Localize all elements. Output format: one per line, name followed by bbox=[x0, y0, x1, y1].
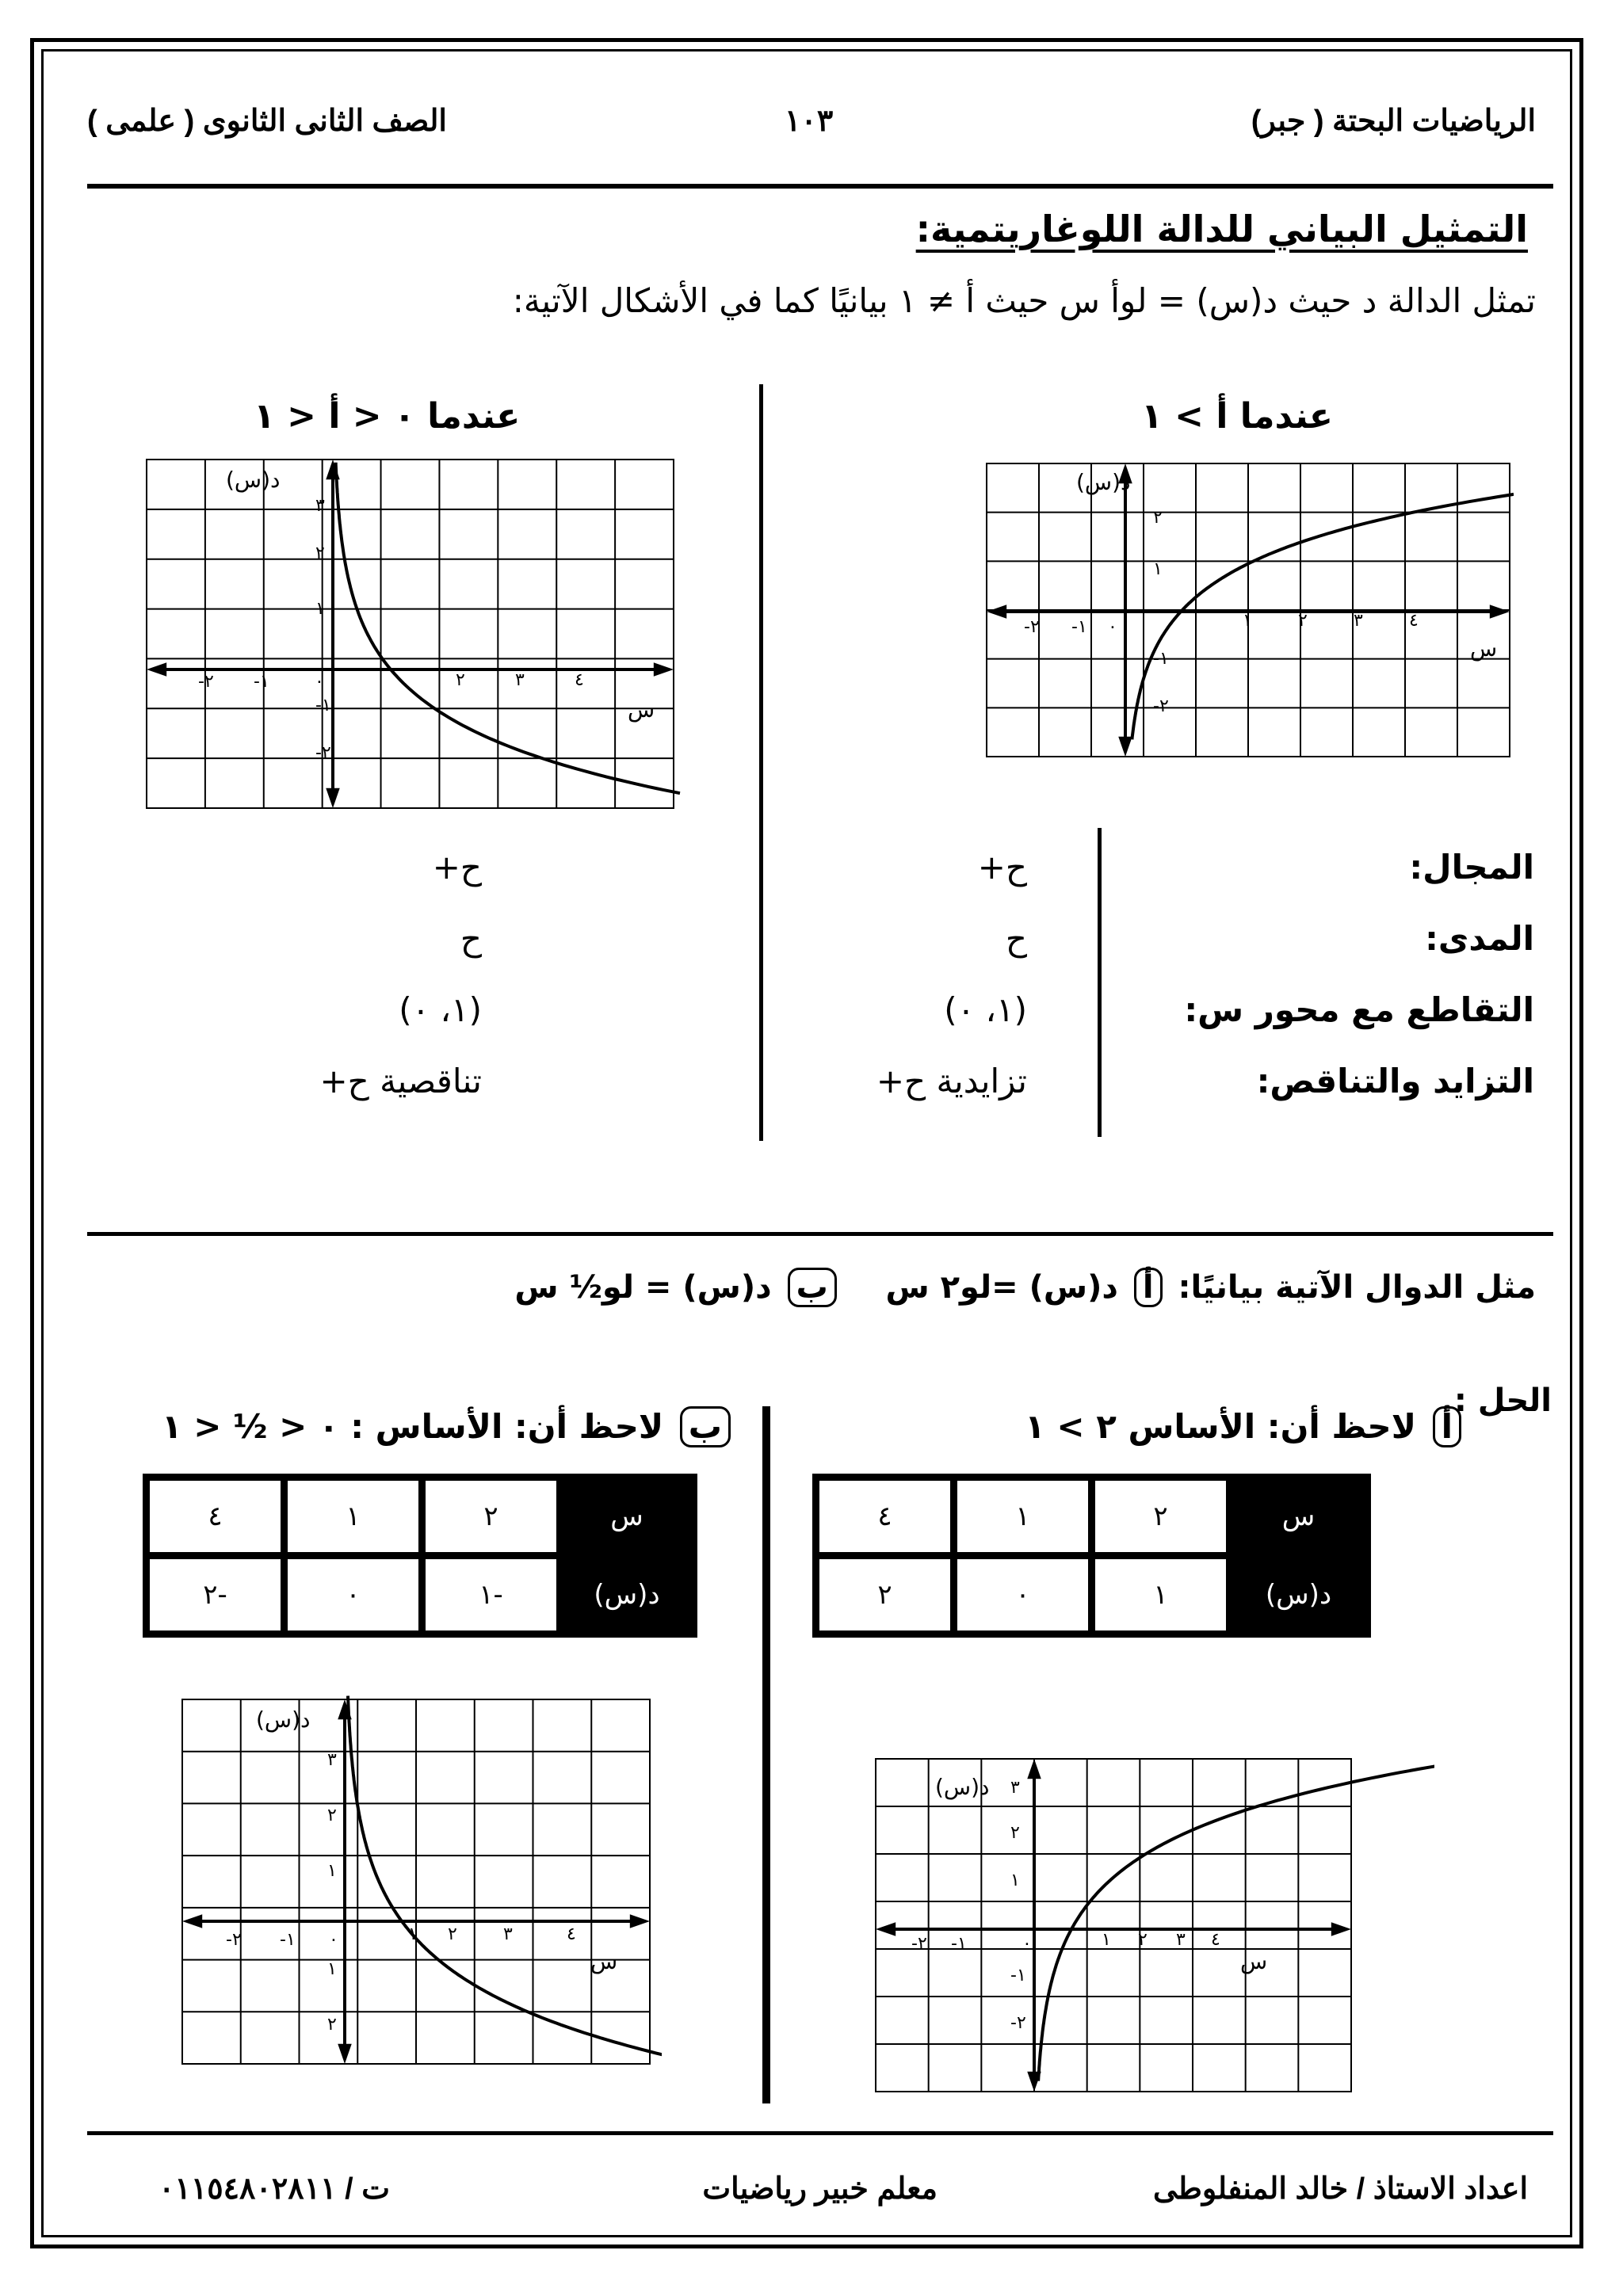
part-a-function: د(س) =لو٢ س bbox=[885, 1269, 1118, 1306]
x-tick-3: ٣ bbox=[515, 670, 525, 690]
x-tick-4: ٤ bbox=[1211, 1930, 1220, 1950]
section-intro: تمثل الدالة د حيث د(س) = لوأ س حيث أ ≠ ١ بيانيًا كما في الأشكال الآتية: bbox=[512, 281, 1536, 320]
curve-decreasing bbox=[336, 463, 680, 793]
graph-decreasing-top bbox=[143, 456, 682, 812]
part-a-note: لاحظ أن: الأساس ٢ > ١ bbox=[1025, 1407, 1416, 1446]
x-axis-label: س bbox=[1470, 635, 1498, 662]
x-tick-3: ٣ bbox=[1176, 1930, 1186, 1950]
table-row-x bbox=[816, 1478, 1368, 1556]
y-tick-neg2: -٢ bbox=[315, 743, 331, 763]
table-row-y bbox=[816, 1556, 1368, 1634]
part-a-marker: أ bbox=[1134, 1268, 1163, 1307]
table-cell: ٢ bbox=[816, 1556, 954, 1634]
graph-log-half bbox=[178, 1695, 662, 2068]
header-subject: الرياضيات البحتة ( جبر) bbox=[1251, 105, 1536, 138]
x-axis-label: س bbox=[590, 1948, 618, 1974]
x-tick-4: ٤ bbox=[575, 670, 584, 690]
y-axis-label: د(س) bbox=[256, 1707, 311, 1733]
x-tick-neg1: -١ bbox=[1071, 617, 1087, 637]
x-tick-3: ٣ bbox=[1354, 611, 1363, 631]
y-tick-3: ٣ bbox=[315, 496, 325, 516]
header-page-number: ١٠٣ bbox=[785, 105, 834, 138]
y-arrow-down bbox=[1118, 737, 1132, 757]
part-a-note-marker: أ bbox=[1433, 1406, 1461, 1447]
y-tick-3: ٣ bbox=[1010, 1778, 1020, 1798]
prop-domain-decreasing: ح+ bbox=[432, 848, 482, 887]
prop-monotonicity-label: التزايد والتناقص: bbox=[1256, 1062, 1534, 1100]
table-cell: ١ bbox=[954, 1478, 1092, 1556]
table-header-y: د(س) bbox=[1230, 1556, 1368, 1634]
table-cell: -٢ bbox=[147, 1556, 285, 1634]
x-arrow bbox=[1490, 605, 1510, 619]
x-tick-4: ٤ bbox=[1409, 611, 1419, 631]
y-arrow-down bbox=[326, 788, 340, 808]
x-tick-neg1: -١ bbox=[280, 1930, 296, 1950]
part-a-note-line bbox=[1025, 1406, 1466, 1447]
part-b-marker: ب bbox=[788, 1268, 837, 1307]
part-b-note-line bbox=[162, 1406, 735, 1447]
table-part-b bbox=[143, 1474, 697, 1638]
prop-range-increasing: ح bbox=[1005, 919, 1027, 958]
x-arrow bbox=[630, 1914, 650, 1928]
x-tick-2: ٢ bbox=[456, 670, 465, 690]
table-cell: ٤ bbox=[816, 1478, 954, 1556]
y-tick-3: ٣ bbox=[327, 1750, 337, 1770]
graph-increasing-top bbox=[983, 460, 1514, 761]
solution-label: الحل : bbox=[1453, 1383, 1552, 1419]
curve-log-half bbox=[348, 1696, 662, 2061]
x-arrow-left bbox=[876, 1922, 896, 1936]
prop-range-label: المدى: bbox=[1425, 919, 1534, 958]
table-cell: ٠ bbox=[285, 1556, 422, 1634]
x-arrow-left bbox=[147, 662, 166, 677]
table-cell: ١ bbox=[1092, 1556, 1230, 1634]
y-axis-label: د(س) bbox=[935, 1774, 990, 1800]
table-header-x: س bbox=[1230, 1478, 1368, 1556]
y-tick-1: ١ bbox=[1153, 559, 1163, 579]
x-tick-3: ٣ bbox=[503, 1924, 513, 1944]
x-arrow-left bbox=[987, 605, 1006, 619]
y-tick-neg2: -٢ bbox=[1010, 2013, 1026, 2033]
y-tick-neg1: -١ bbox=[315, 696, 331, 715]
part-b-function: د(س) = لو½ س bbox=[514, 1269, 772, 1306]
prop-range-decreasing: ح bbox=[460, 919, 482, 958]
x-axis-label: س bbox=[628, 696, 655, 723]
table-row-y bbox=[147, 1556, 694, 1634]
origin-label: ٠ bbox=[1022, 1934, 1032, 1954]
upper-vertical-divider bbox=[759, 384, 763, 1141]
x-tick-2: ٢ bbox=[1138, 1930, 1148, 1950]
footer-phone: ت / ٠١١٥٤٨٠٢٨١١ bbox=[158, 2172, 390, 2206]
y-tick-neg1-alt: ١ bbox=[327, 1959, 337, 1979]
header-divider bbox=[87, 184, 1553, 189]
x-tick-neg1: -١ bbox=[254, 672, 269, 692]
x-arrow bbox=[1331, 1922, 1351, 1936]
y-tick-neg2-alt: ٢ bbox=[327, 2015, 337, 2035]
table-cell: -١ bbox=[422, 1556, 560, 1634]
x-tick-2: ٢ bbox=[1298, 611, 1308, 631]
x-tick-4: ٤ bbox=[567, 1924, 576, 1944]
origin-label: ٠ bbox=[315, 672, 324, 692]
footer-role: معلم خبير رياضيات bbox=[702, 2172, 938, 2206]
y-tick-2: ٢ bbox=[1010, 1823, 1020, 1843]
x-axis-label: س bbox=[1240, 1948, 1268, 1974]
table-cell: ٤ bbox=[147, 1478, 285, 1556]
x-tick-1: ١ bbox=[1102, 1930, 1111, 1950]
table-part-a bbox=[812, 1474, 1371, 1638]
curve-increasing bbox=[1132, 494, 1514, 739]
y-tick-neg2: -٢ bbox=[1153, 696, 1169, 716]
y-tick-1: ١ bbox=[327, 1861, 337, 1881]
footer-author: اعداد الاستاذ / خالد المنفلوطى bbox=[1153, 2172, 1528, 2206]
table-header-x: س bbox=[560, 1478, 694, 1556]
prop-intercept-increasing: (١، ٠) bbox=[944, 990, 1027, 1029]
y-tick-neg1: -١ bbox=[1153, 649, 1169, 669]
prop-x-intercept-label: التقاطع مع محور س: bbox=[1184, 990, 1534, 1029]
x-tick-1: ١ bbox=[1243, 611, 1252, 631]
section-title: التمثيل البياني للدالة اللوغاريتمية: bbox=[915, 208, 1528, 250]
x-arrow-left bbox=[182, 1914, 202, 1928]
origin-label: ٠ bbox=[329, 1930, 338, 1950]
y-arrow-down bbox=[338, 2044, 352, 2064]
y-axis-label: د(س) bbox=[1076, 469, 1131, 495]
caption-a-between-zero-one: عندما ٠ < أ < ١ bbox=[254, 396, 521, 437]
part-b-note: لاحظ أن: الأساس : ٠ < ½ < ١ bbox=[161, 1407, 664, 1446]
x-tick-1: ١ bbox=[408, 1924, 418, 1944]
prop-monotonicity-decreasing: تناقصية ح+ bbox=[319, 1062, 482, 1100]
x-tick-neg2: -٢ bbox=[226, 1930, 242, 1950]
table-cell: ٠ bbox=[954, 1556, 1092, 1634]
section-divider bbox=[87, 1232, 1553, 1236]
lower-vertical-divider bbox=[762, 1406, 770, 2103]
prop-monotonicity-increasing: تزايدية ح+ bbox=[876, 1062, 1027, 1100]
table-header-y: د(س) bbox=[560, 1556, 694, 1634]
grid-border bbox=[876, 1759, 1351, 2092]
y-tick-2: ٢ bbox=[1153, 508, 1163, 528]
table-cell: ٢ bbox=[422, 1478, 560, 1556]
y-tick-neg1: -١ bbox=[1010, 1966, 1026, 1985]
origin-label: ٠ bbox=[1108, 617, 1117, 637]
table-cell: ١ bbox=[285, 1478, 422, 1556]
x-tick-neg2: -٢ bbox=[198, 672, 214, 692]
x-arrow bbox=[654, 662, 674, 677]
y-tick-2: ٢ bbox=[327, 1806, 337, 1825]
exercise-prompt-line bbox=[514, 1268, 1536, 1307]
part-b-note-marker: ب bbox=[680, 1406, 731, 1447]
x-tick-neg2: -٢ bbox=[911, 1934, 927, 1954]
y-tick-1: ١ bbox=[1010, 1871, 1020, 1890]
properties-divider bbox=[1098, 828, 1102, 1137]
table-cell: ٢ bbox=[1092, 1478, 1230, 1556]
prop-intercept-decreasing: (١، ٠) bbox=[399, 990, 482, 1029]
x-tick-neg2: -٢ bbox=[1024, 617, 1040, 637]
footer-divider bbox=[87, 2131, 1553, 2135]
graph-log2 bbox=[872, 1755, 1434, 2096]
curve-log2 bbox=[1038, 1760, 1434, 2081]
y-tick-2: ٢ bbox=[315, 543, 325, 563]
exercise-prompt: مثل الدوال الآتية بيانيًا: bbox=[1178, 1269, 1536, 1306]
grid-border bbox=[147, 460, 674, 808]
x-tick-neg1: -١ bbox=[951, 1934, 967, 1954]
caption-a-greater-than-one: عندما أ > ١ bbox=[1141, 396, 1333, 437]
table-row-x bbox=[147, 1478, 694, 1556]
header-grade: الصف الثانى الثانوى ( علمى ) bbox=[87, 105, 447, 138]
prop-domain-increasing: ح+ bbox=[977, 848, 1027, 887]
y-axis-label: د(س) bbox=[226, 467, 281, 493]
y-tick-1: ١ bbox=[315, 599, 325, 619]
prop-domain-label: المجال: bbox=[1409, 848, 1534, 887]
y-arrow bbox=[1027, 1759, 1041, 1779]
x-tick-2: ٢ bbox=[448, 1924, 457, 1944]
